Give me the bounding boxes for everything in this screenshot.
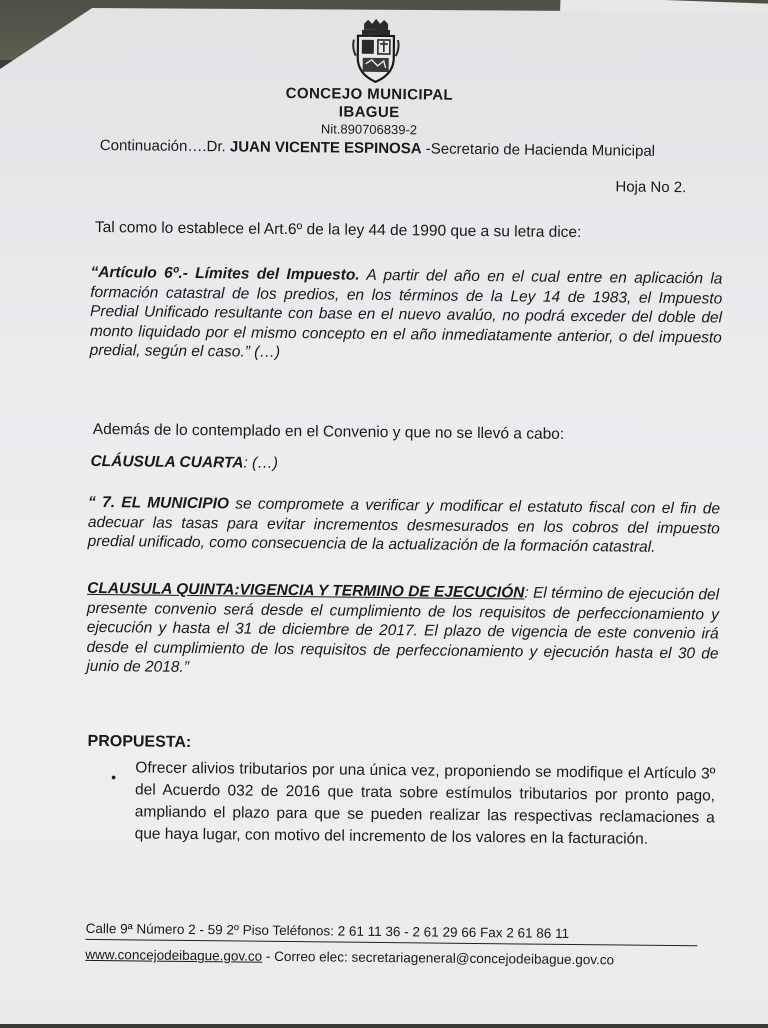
clausula-cuarta-suffix: : (…) xyxy=(243,454,279,472)
continuation-line xyxy=(100,137,655,160)
page-label: Hoja No 2. xyxy=(615,178,687,197)
organization-city: IBAGUE xyxy=(338,103,400,122)
clausula-cuarta xyxy=(90,453,278,473)
email-label: - Correo elec: xyxy=(262,948,352,965)
municipio-clause xyxy=(88,493,721,558)
municipio-text: se compromete a verificar y modificar el estatuto fiscal con el fin de adecuar las tasas para evitar incrementos desmesurados en los cobros del impuesto predial unificado, como consecuencia de la actualización de la formación catastral. xyxy=(87,495,721,556)
footer-divider xyxy=(86,939,698,946)
footer-contact xyxy=(85,947,614,968)
clausula-quinta xyxy=(86,579,719,683)
coat-of-arms-icon xyxy=(349,18,402,87)
signer-role: -Secretario de Hacienda Municipal xyxy=(421,140,656,160)
convenio-note: Además de lo contemplado en el Convenio y que no se llevó a cabo: xyxy=(92,420,565,443)
signer-name: JUAN VICENTE ESPINOSA xyxy=(229,138,422,158)
clausula-quinta-heading: CLAUSULA QUINTA:VIGENCIA Y TERMINO DE EJECUCIÓN xyxy=(87,579,525,602)
bullet-icon: • xyxy=(111,769,117,786)
article-6-quote xyxy=(90,263,723,367)
propuesta-title: PROPUESTA: xyxy=(87,732,192,751)
article-6-text: A partir del año en el cual entre en aplicación la formación catastral de los predios, en los términos de la Ley 14 de 1983, el Impuesto Predial Unificado resultante con base en el nuevo avalúo, no podrá exceder del doble del monto liquidado por el mismo concepto en el año inmediatamente anterior, o del impuesto predial, según el caso.” (…) xyxy=(89,266,723,361)
clausula-quinta-text: : El término de ejecución del presente convenio será desde el cumplimiento de los requisitos de perfeccionamiento y ejecución y hasta el 31 de diciembre de 2017. El plazo de vigencia de este convenio irá desde el cumplimiento de los requisitos de perfeccionamiento y ejecución hasta el 30 de junio de 2018.” xyxy=(86,584,720,676)
email-address[interactable]: secretariageneral@concejodeibague.gov.co xyxy=(351,949,615,968)
clausula-cuarta-label: CLÁUSULA CUARTA xyxy=(90,452,244,472)
continuation-prefix: Continuación….Dr. xyxy=(99,137,230,156)
propuesta-bullet: Ofrecer alivios tributarios por una única vez, proponiendo se modifique el Artículo 3º del Acuerdo 032 de 2016 que trata sobre estímulos tributarios por pronto pago, ampliando el plazo para que se pueden realizar las respectivas reclamaciones a que haya lugar, con motivo del incremento de los valores en la facturación. xyxy=(134,759,716,848)
article-6-heading: “Artículo 6º.- Límites del Impuesto. xyxy=(90,263,360,284)
organization-nit: Nit.890706839-2 xyxy=(320,121,418,138)
organization-name: CONCEJO MUNICIPAL xyxy=(285,84,454,104)
intro-text: Tal como lo establece el Art.6º de la ley 44 de 1990 que a su letra dice: xyxy=(94,218,582,242)
municipio-heading: “ 7. EL MUNICIPIO xyxy=(87,493,230,513)
website-link[interactable]: www.concejodeibague.gov.co xyxy=(85,946,263,964)
footer-address: Calle 9ª Número 2 - 59 2º Piso Teléfonos: 2 61 11 36 - 2 61 29 66 Fax 2 61 86 11 xyxy=(85,920,570,941)
organization-title xyxy=(244,85,494,124)
